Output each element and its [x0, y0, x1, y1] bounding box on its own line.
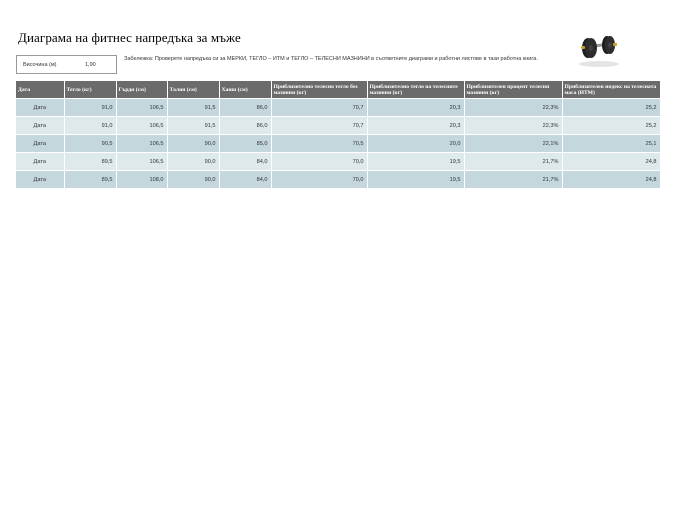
table-cell[interactable]: 106,5 — [116, 99, 167, 117]
table-cell[interactable]: 89,5 — [64, 153, 116, 171]
table-row — [16, 117, 660, 135]
table-cell[interactable]: 19,5 — [367, 171, 464, 189]
table-cell[interactable]: 21,7% — [464, 153, 562, 171]
table-cell[interactable]: 106,5 — [116, 135, 167, 153]
table-cell[interactable]: 91,0 — [64, 117, 116, 135]
table-cell[interactable]: 91,5 — [167, 99, 219, 117]
table-row — [16, 99, 660, 117]
table-cell[interactable]: 85,0 — [219, 135, 271, 153]
table-cell[interactable]: 70,7 — [271, 99, 367, 117]
table-cell[interactable]: 24,8 — [562, 171, 660, 189]
table-cell[interactable]: 25,1 — [562, 135, 660, 153]
table-cell[interactable]: 84,0 — [219, 171, 271, 189]
table-cell[interactable]: 86,0 — [219, 117, 271, 135]
table-cell[interactable]: 25,2 — [562, 99, 660, 117]
column-header[interactable]: Дата — [16, 81, 64, 99]
column-header[interactable]: Приблизителен индекс на телесната маса (ИТМ) — [562, 81, 660, 99]
table-cell[interactable]: Дата — [16, 171, 64, 189]
table-cell[interactable]: 20,0 — [367, 135, 464, 153]
table-cell[interactable]: 20,3 — [367, 117, 464, 135]
table-cell[interactable]: 22,3% — [464, 99, 562, 117]
table-cell[interactable]: Дата — [16, 99, 64, 117]
table-row — [16, 135, 660, 153]
column-header[interactable]: Гърди (см) — [116, 81, 167, 99]
table-cell[interactable]: 91,0 — [64, 99, 116, 117]
height-value[interactable]: 1,90 — [85, 62, 96, 68]
table-cell[interactable]: 22,3% — [464, 117, 562, 135]
column-header[interactable]: Талия (см) — [167, 81, 219, 99]
table-cell[interactable]: 24,8 — [562, 153, 660, 171]
column-header[interactable]: Приблизително тегло на телесните мазнини (кг) — [367, 81, 464, 99]
table-cell[interactable]: 70,0 — [271, 171, 367, 189]
table-cell[interactable]: 70,7 — [271, 117, 367, 135]
column-header[interactable]: Ханш (см) — [219, 81, 271, 99]
table-body — [16, 99, 660, 189]
fitness-table — [16, 81, 661, 188]
table-cell[interactable]: 19,5 — [367, 153, 464, 171]
table-cell[interactable]: 70,0 — [271, 153, 367, 171]
table-cell[interactable]: Дата — [16, 117, 64, 135]
table-cell[interactable]: 84,0 — [219, 153, 271, 171]
table-cell[interactable]: 90,5 — [64, 135, 116, 153]
table-cell[interactable]: 25,2 — [562, 117, 660, 135]
table-cell[interactable]: 108,0 — [116, 171, 167, 189]
table-cell[interactable]: 106,5 — [116, 117, 167, 135]
table-cell[interactable]: Дата — [16, 135, 64, 153]
page-title: Диаграма на фитнес напредъка за мъже — [18, 30, 241, 45]
height-label: Височина (м) — [23, 62, 57, 68]
table-header-row — [16, 81, 660, 99]
column-header[interactable]: Тегло (кг) — [64, 81, 116, 99]
table-cell[interactable]: 21,7% — [464, 171, 562, 189]
table-cell[interactable]: 90,0 — [167, 171, 219, 189]
table-cell[interactable]: 70,5 — [271, 135, 367, 153]
table-cell[interactable]: 20,3 — [367, 99, 464, 117]
table-row — [16, 153, 660, 171]
table-row — [16, 171, 660, 189]
dumbbell-icon — [572, 28, 622, 70]
table-cell[interactable]: 91,5 — [167, 117, 219, 135]
table-cell[interactable]: 106,5 — [116, 153, 167, 171]
table-cell[interactable]: 22,1% — [464, 135, 562, 153]
note-text: Забележка: Проверете напредъка си за МЕРКИ, ТЕГЛО – ИТМ и ТЕГЛО – ТЕЛЕСНИ МАЗНИНИ в съответните диаграми и работни листове в тази работна книга. — [124, 56, 538, 62]
table-cell[interactable]: 89,5 — [64, 171, 116, 189]
table-cell[interactable]: 90,0 — [167, 153, 219, 171]
height-field[interactable] — [16, 55, 117, 74]
column-header[interactable]: Приблизителен процент телесни мазнини (кг) — [464, 81, 562, 99]
column-header[interactable]: Приблизително телесно тегло без мазнини (кг) — [271, 81, 367, 99]
table-cell[interactable]: 90,0 — [167, 135, 219, 153]
table-cell[interactable]: Дата — [16, 153, 64, 171]
table-cell[interactable]: 86,0 — [219, 99, 271, 117]
